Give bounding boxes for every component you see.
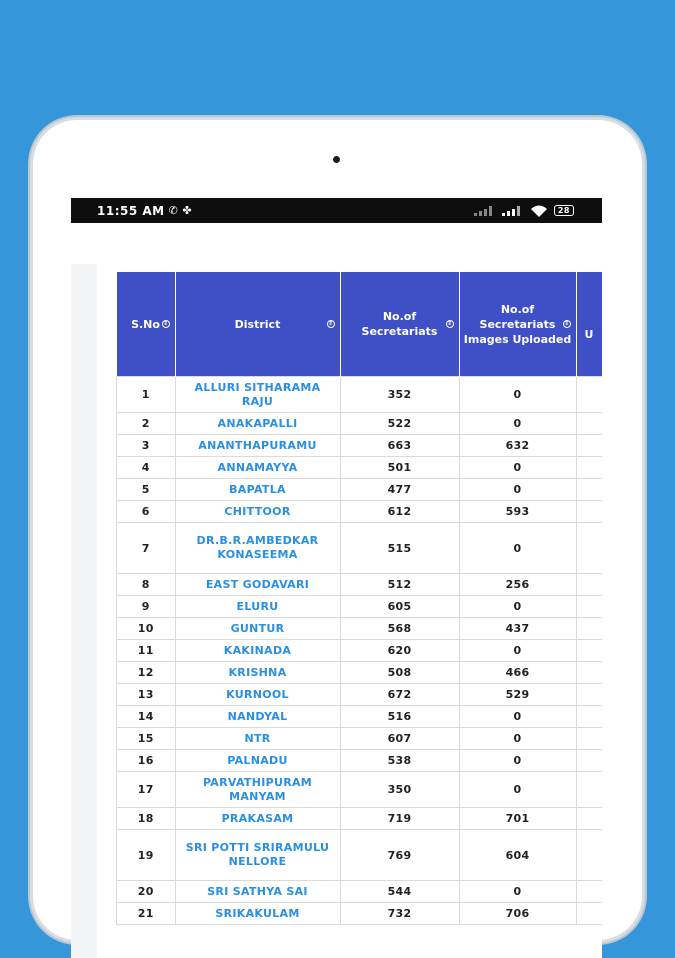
cell-sno: 9 [117,596,176,618]
table-row [117,413,603,435]
cell-district[interactable]: DR.B.R.AMBEDKAR KONASEEMA [175,523,340,574]
cell-next [576,377,602,413]
cell-next [576,903,602,925]
cell-sno: 3 [117,435,176,457]
cell-sno: 5 [117,479,176,501]
cell-next [576,750,602,772]
table-row [117,684,603,706]
table-row [117,618,603,640]
cell-district[interactable]: GUNTUR [175,618,340,640]
cell-images-uploaded: 632 [459,435,576,457]
table-row [117,750,603,772]
sort-icon[interactable]: ⇕ [446,320,453,327]
table-row [117,479,603,501]
header-next-column[interactable] [576,272,602,377]
cell-next [576,596,602,618]
cell-images-uploaded: 706 [459,903,576,925]
table-body [117,377,603,925]
signal-icon-2 [502,206,524,216]
cell-district[interactable]: ANNAMAYYA [175,457,340,479]
cell-next [576,808,602,830]
table-row [117,706,603,728]
table-row [117,728,603,750]
cell-district[interactable]: EAST GODAVARI [175,574,340,596]
table-row [117,574,603,596]
cell-images-uploaded: 437 [459,618,576,640]
cell-district[interactable]: ANAKAPALLI [175,413,340,435]
cell-sno: 20 [117,881,176,903]
status-bar [71,198,602,223]
cell-images-uploaded: 0 [459,772,576,808]
header-secretariats-label: No.of Secretariats [361,310,438,338]
cell-next [576,662,602,684]
cell-district[interactable]: NANDYAL [175,706,340,728]
front-camera [333,156,340,163]
cell-district[interactable]: NTR [175,728,340,750]
cell-next [576,523,602,574]
cell-secretariats: 605 [340,596,459,618]
header-district[interactable] [175,272,340,377]
cell-secretariats: 512 [340,574,459,596]
cell-secretariats: 477 [340,479,459,501]
cell-secretariats: 508 [340,662,459,684]
header-secretariats[interactable] [340,272,459,377]
cell-secretariats: 568 [340,618,459,640]
cell-images-uploaded: 0 [459,523,576,574]
cell-images-uploaded: 0 [459,640,576,662]
cell-district[interactable]: PARVATHIPURAM MANYAM [175,772,340,808]
table-row [117,830,603,881]
table-row [117,501,603,523]
cell-district[interactable]: SRIKAKULAM [175,903,340,925]
cell-sno: 12 [117,662,176,684]
cell-district[interactable]: SRI POTTI SRIRAMULU NELLORE [175,830,340,881]
cell-secretariats: 350 [340,772,459,808]
cell-sno: 2 [117,413,176,435]
cell-secretariats: 732 [340,903,459,925]
cell-next [576,706,602,728]
cell-district[interactable]: KRISHNA [175,662,340,684]
cell-sno: 1 [117,377,176,413]
battery-level: 28 [557,206,570,215]
cell-images-uploaded: 0 [459,479,576,501]
table-row [117,523,603,574]
cell-secretariats: 501 [340,457,459,479]
cell-sno: 15 [117,728,176,750]
cell-secretariats: 544 [340,881,459,903]
cell-district[interactable]: ANANTHAPURAMU [175,435,340,457]
cell-images-uploaded: 593 [459,501,576,523]
cell-sno: 16 [117,750,176,772]
cell-secretariats: 769 [340,830,459,881]
cell-sno: 19 [117,830,176,881]
cell-next [576,640,602,662]
cell-secretariats: 607 [340,728,459,750]
cell-next [576,435,602,457]
sort-icon[interactable]: ⇕ [162,320,169,327]
cell-next [576,881,602,903]
table-row [117,457,603,479]
cell-sno: 13 [117,684,176,706]
cell-next [576,618,602,640]
cell-images-uploaded: 0 [459,728,576,750]
cell-district[interactable]: ELURU [175,596,340,618]
cell-sno: 10 [117,618,176,640]
battery-icon [554,205,574,216]
whatsapp-icon: ✆ [168,204,179,217]
cell-next [576,772,602,808]
cell-images-uploaded: 0 [459,596,576,618]
cell-district[interactable]: BAPATLA [175,479,340,501]
cell-next [576,479,602,501]
cell-sno: 4 [117,457,176,479]
district-table [116,272,602,925]
device-screen [71,198,602,958]
table-scroll-container[interactable] [116,272,602,925]
cell-next [576,684,602,706]
cell-images-uploaded: 701 [459,808,576,830]
cell-next [576,574,602,596]
signal-icon [474,206,496,216]
cell-next [576,457,602,479]
cell-district[interactable]: CHITTOOR [175,501,340,523]
cell-district[interactable]: KURNOOL [175,684,340,706]
cell-district[interactable]: SRI SATHYA SAI [175,881,340,903]
cell-secretariats: 522 [340,413,459,435]
wifi-icon [530,205,548,217]
cell-images-uploaded: 0 [459,413,576,435]
header-images-uploaded[interactable] [459,272,576,377]
cell-secretariats: 352 [340,377,459,413]
cell-images-uploaded: 604 [459,830,576,881]
cell-secretariats: 612 [340,501,459,523]
cell-next [576,830,602,881]
cell-sno: 18 [117,808,176,830]
cell-district[interactable]: PRAKASAM [175,808,340,830]
table-row [117,640,603,662]
cell-sno: 7 [117,523,176,574]
status-time: 11:55 AM [97,203,165,218]
cell-images-uploaded: 0 [459,750,576,772]
cell-images-uploaded: 0 [459,377,576,413]
cell-images-uploaded: 0 [459,706,576,728]
table-header-row [117,272,603,377]
tablet-frame [33,120,642,940]
cell-sno: 14 [117,706,176,728]
cell-images-uploaded: 256 [459,574,576,596]
cell-secretariats: 538 [340,750,459,772]
cell-secretariats: 672 [340,684,459,706]
cell-images-uploaded: 529 [459,684,576,706]
header-sno-label: S.No [131,317,160,331]
cell-secretariats: 620 [340,640,459,662]
table-row [117,596,603,618]
cell-images-uploaded: 0 [459,881,576,903]
cell-sno: 21 [117,903,176,925]
table-row [117,881,603,903]
cell-sno: 17 [117,772,176,808]
table-row [117,903,603,925]
header-sno[interactable] [117,272,176,377]
cell-next [576,728,602,750]
sort-icon[interactable]: ⇕ [327,320,334,327]
report-page [97,264,602,958]
header-district-label: District [234,317,281,331]
table-row [117,808,603,830]
cell-sno: 6 [117,501,176,523]
cell-next [576,413,602,435]
cell-district[interactable]: KAKINADA [175,640,340,662]
cell-secretariats: 516 [340,706,459,728]
table-row [117,772,603,808]
cell-images-uploaded: 0 [459,457,576,479]
cell-images-uploaded: 466 [459,662,576,684]
header-next-label: U [584,327,594,341]
cell-sno: 11 [117,640,176,662]
table-row [117,377,603,413]
cell-secretariats: 719 [340,808,459,830]
cell-district[interactable]: ALLURI SITHARAMA RAJU [175,377,340,413]
cell-district[interactable]: PALNADU [175,750,340,772]
table-row [117,662,603,684]
cell-next [576,501,602,523]
sort-icon[interactable]: ⇕ [563,320,570,327]
cell-sno: 8 [117,574,176,596]
table-row [117,435,603,457]
header-images-label: No.of Secretariats Images Uploaded [463,302,572,346]
pinwheel-icon: ✤ [182,204,193,217]
cell-secretariats: 515 [340,523,459,574]
cell-secretariats: 663 [340,435,459,457]
app-header-area [71,223,602,264]
